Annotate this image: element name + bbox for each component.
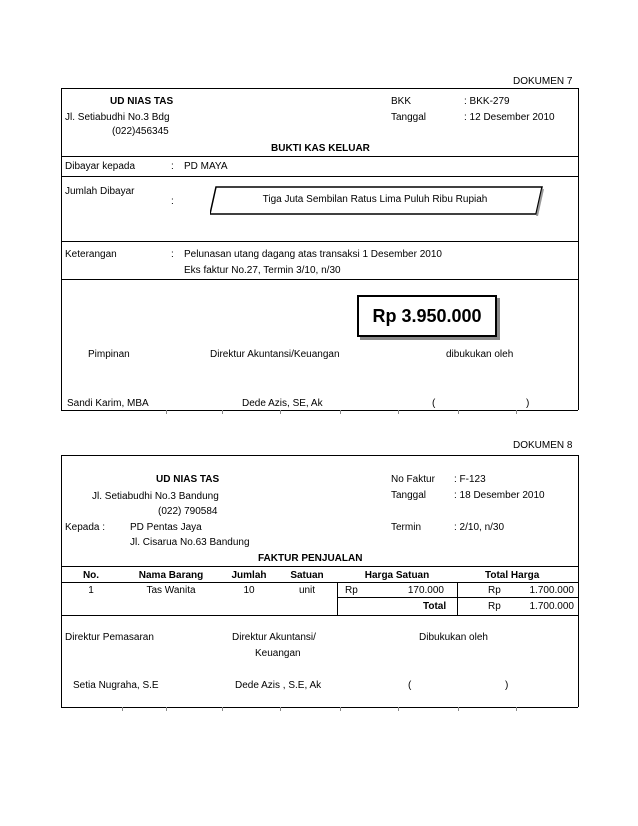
doc7-sign2-name: Dede Azis, SE, Ak xyxy=(242,398,323,409)
tick xyxy=(222,707,223,711)
doc7-note-line2: Eks faktur No.27, Termin 3/10, n/30 xyxy=(184,265,341,276)
tick xyxy=(340,410,341,414)
total-label: Total xyxy=(423,601,447,612)
doc7-phone: (022)456345 xyxy=(112,126,169,137)
doc7-paid-to-value: PD MAYA xyxy=(184,161,228,172)
doc7-bkk-value: : BKK-279 xyxy=(464,96,510,107)
table-bottom-border xyxy=(61,615,578,616)
doc8-sign3-role: Dibukukan oleh xyxy=(419,632,488,643)
tick xyxy=(516,707,517,711)
doc8-bottom-border xyxy=(61,707,578,708)
doc7-company: UD NIAS TAS xyxy=(110,96,174,107)
doc8-date-value: : 18 Desember 2010 xyxy=(454,490,545,501)
doc7-label: DOKUMEN 7 xyxy=(513,76,573,87)
colon: : xyxy=(171,161,174,172)
grand-total: 1.700.000 xyxy=(529,601,574,612)
doc7-right-border xyxy=(578,88,579,410)
doc8-left-border xyxy=(61,455,62,707)
cell-price-currency: Rp xyxy=(345,585,358,596)
cell-total-currency: Rp xyxy=(488,585,501,596)
col-header-unit: Satuan xyxy=(290,570,324,581)
doc8-phone: (022) 790584 xyxy=(158,506,218,517)
doc8-sign1-role: Direktur Pemasaran xyxy=(65,632,154,643)
doc8-terms-label: Termin xyxy=(391,522,422,533)
doc7-left-border xyxy=(61,88,62,410)
doc8-top-border xyxy=(61,455,578,456)
doc7-paid-to-label: Dibayar kepada xyxy=(65,161,136,172)
doc7-note-line1: Pelunasan utang dagang atas transaksi 1 Desember 2010 xyxy=(184,249,442,260)
cell-qty: 10 xyxy=(243,585,255,596)
doc8-sign2-role-line2: Keuangan xyxy=(255,648,301,659)
doc8-invoice-label: No Faktur xyxy=(391,474,435,485)
tick xyxy=(280,410,281,414)
cell-price: 170.000 xyxy=(407,585,444,596)
doc8-sign1-name: Setia Nugraha, S.E xyxy=(73,680,159,691)
col-header-no: No. xyxy=(82,570,100,581)
colon: : xyxy=(171,196,174,207)
colon: : xyxy=(171,249,174,260)
doc7-title: BUKTI KAS KELUAR xyxy=(271,143,370,154)
cell-item: Tas Wanita xyxy=(146,585,196,596)
doc7-date-label: Tanggal xyxy=(391,112,427,123)
doc7-note-label: Keterangan xyxy=(65,249,117,260)
table-header-border xyxy=(61,582,578,583)
doc8-title: FAKTUR PENJUALAN xyxy=(258,553,363,564)
cell-no: 1 xyxy=(88,585,94,596)
amount-in-words-box xyxy=(210,186,540,214)
divider xyxy=(61,241,578,242)
tick xyxy=(280,707,281,711)
divider xyxy=(61,156,578,157)
tick xyxy=(166,410,167,414)
tick xyxy=(458,410,459,414)
tick xyxy=(398,707,399,711)
grand-total-currency: Rp xyxy=(488,601,501,612)
doc8-sign2-name: Dede Azis , S.E, Ak xyxy=(235,680,322,691)
doc8-sign2-role-line1: Direktur Akuntansi/ xyxy=(232,632,316,643)
doc7-amount-words: Tiga Juta Sembilan Ratus Lima Puluh Ribu Rupiah xyxy=(262,194,488,205)
col-header-qty: Jumlah xyxy=(231,570,267,581)
doc8-to-name: PD Pentas Jaya xyxy=(130,522,202,533)
doc8-to-address: Jl. Cisarua No.63 Bandung xyxy=(130,537,250,548)
tick xyxy=(122,707,123,711)
total-row-border xyxy=(337,597,578,598)
doc7-bkk-label: BKK xyxy=(391,96,412,107)
divider xyxy=(61,176,578,177)
doc7-sign3-close: ) xyxy=(526,398,530,409)
doc7-date-value: : 12 Desember 2010 xyxy=(464,112,555,123)
col-header-total: Total Harga xyxy=(485,570,540,581)
tick xyxy=(398,410,399,414)
doc8-address: Jl. Setiabudhi No.3 Bandung xyxy=(92,491,219,502)
doc7-address: Jl. Setiabudhi No.3 Bdg xyxy=(65,112,170,123)
doc7-total-amount: Rp 3.950.000 xyxy=(357,295,497,337)
doc8-company: UD NIAS TAS xyxy=(156,474,220,485)
doc8-sign3-open: ( xyxy=(408,680,412,691)
col-header-price: Harga Satuan xyxy=(364,570,430,581)
doc8-label: DOKUMEN 8 xyxy=(513,440,573,451)
doc7-bottom-border xyxy=(61,410,578,411)
doc7-sign2-role: Direktur Akuntansi/Keuangan xyxy=(210,349,340,360)
doc8-date-label: Tanggal xyxy=(391,490,427,501)
doc8-sign3-close: ) xyxy=(505,680,509,691)
doc7-sign1-name: Sandi Karim, MBA xyxy=(67,398,149,409)
doc8-right-border xyxy=(578,455,579,707)
table-vertical-line xyxy=(337,582,338,616)
doc8-to-label: Kepada : xyxy=(65,522,106,533)
tick xyxy=(222,410,223,414)
doc7-amount-label: Jumlah Dibayar xyxy=(65,186,135,197)
cell-total: 1.700.000 xyxy=(529,585,574,596)
doc8-invoice-value: : F-123 xyxy=(454,474,486,485)
tick xyxy=(516,410,517,414)
col-header-item: Nama Barang xyxy=(138,570,204,581)
tick xyxy=(166,707,167,711)
tick xyxy=(340,707,341,711)
doc8-terms-value: : 2/10, n/30 xyxy=(454,522,505,533)
doc7-top-border xyxy=(61,88,578,89)
table-top-border xyxy=(61,566,578,567)
table-vertical-line xyxy=(457,582,458,616)
tick xyxy=(458,707,459,711)
doc7-sign1-role: Pimpinan xyxy=(88,349,130,360)
doc7-sign3-role: dibukukan oleh xyxy=(446,349,514,360)
doc7-sign3-open: ( xyxy=(432,398,436,409)
divider xyxy=(61,279,578,280)
cell-unit: unit xyxy=(298,585,316,596)
